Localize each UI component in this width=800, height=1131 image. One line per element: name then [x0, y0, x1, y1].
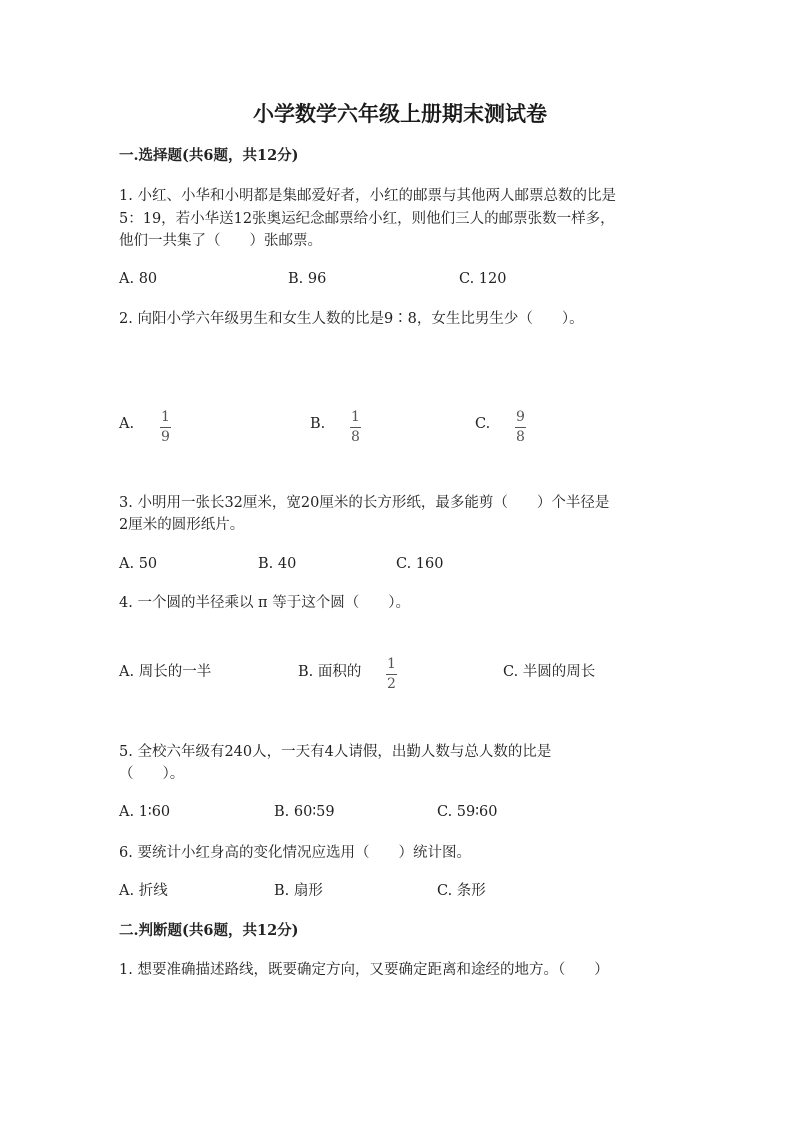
fraction-numerator: 1: [351, 409, 360, 425]
question-1-option-c[interactable]: C. 120: [459, 271, 507, 287]
fraction-bar: [386, 674, 397, 675]
question-2-line-1: 2. 向阳小学六年级男生和女生人数的比是9∶8，女生比男生少（ ）。: [119, 311, 584, 327]
question-2-option-b[interactable]: B.: [310, 416, 326, 432]
fraction-one-ninth: [160, 410, 171, 444]
question-4-option-a[interactable]: A. 周长的一半: [119, 664, 212, 680]
fraction-numerator: 1: [387, 656, 396, 672]
question-5-line-2: （ ）。: [119, 766, 185, 782]
fraction-denominator: 2: [387, 676, 396, 692]
question-5-line-1: 5. 全校六年级有240人，一天有4人请假，出勤人数与总人数的比是: [119, 744, 552, 760]
question-3-line-1: 3. 小明用一张长32厘米，宽20厘米的长方形纸，最多能剪（ ）个半径是: [119, 495, 610, 511]
question-6-line-1: 6. 要统计小红身高的变化情况应选用（ ）统计图。: [119, 845, 471, 861]
tf-question-1-line-1: 1. 想要准确描述路线，既要确定方向，又要确定距离和途经的地方。（ ）: [119, 962, 609, 978]
fraction-bar: [160, 427, 171, 428]
question-1-option-b[interactable]: B. 96: [288, 271, 327, 287]
question-5-option-c[interactable]: C. 59∶60: [437, 804, 498, 820]
question-1-option-a[interactable]: A. 80: [119, 271, 158, 287]
fraction-one-eighth: [350, 410, 361, 444]
question-3-option-b[interactable]: B. 40: [258, 556, 297, 572]
question-3-option-c[interactable]: C. 160: [396, 556, 444, 572]
question-4-option-c[interactable]: C. 半圆的周长: [503, 664, 596, 680]
fraction-numerator: 9: [516, 409, 525, 425]
section-heading-choice: 一.选择题(共6题，共12分): [119, 147, 299, 164]
question-1-line-1: 1. 小红、小华和小明都是集邮爱好者，小红的邮票与其他两人邮票总数的比是: [119, 188, 616, 204]
question-3-option-a[interactable]: A. 50: [119, 556, 158, 572]
fraction-nine-eighths: [515, 410, 526, 444]
page-title: 小学数学六年级上册期末测试卷: [253, 101, 547, 126]
question-1-line-2: 5：19，若小华送12张奥运纪念邮票给小红，则他们三人的邮票张数一样多，: [119, 211, 615, 227]
question-6-option-b[interactable]: B. 扇形: [274, 883, 323, 899]
section-heading-true-false: 二.判断题(共6题，共12分): [119, 922, 299, 939]
question-1-line-3: 他们一共集了（ ）张邮票。: [119, 233, 322, 249]
question-2-option-c[interactable]: C.: [475, 416, 491, 432]
question-5-option-b[interactable]: B. 60∶59: [274, 804, 335, 820]
question-5-option-a[interactable]: A. 1∶60: [119, 804, 171, 820]
question-6-option-c[interactable]: C. 条形: [437, 883, 486, 899]
fraction-one-half: [386, 657, 397, 691]
question-2-option-a[interactable]: A.: [119, 416, 135, 432]
fraction-bar: [350, 427, 361, 428]
fraction-bar: [515, 427, 526, 428]
question-4-line-1: 4. 一个圆的半径乘以 π 等于这个圆（ ）。: [119, 595, 410, 611]
fraction-numerator: 1: [161, 409, 170, 425]
question-3-line-2: 2厘米的圆形纸片。: [119, 517, 245, 533]
fraction-denominator: 9: [161, 429, 170, 445]
fraction-denominator: 8: [351, 429, 360, 445]
question-4-option-b[interactable]: B. 面积的: [298, 664, 362, 680]
fraction-denominator: 8: [516, 429, 525, 445]
question-6-option-a[interactable]: A. 折线: [119, 883, 168, 899]
